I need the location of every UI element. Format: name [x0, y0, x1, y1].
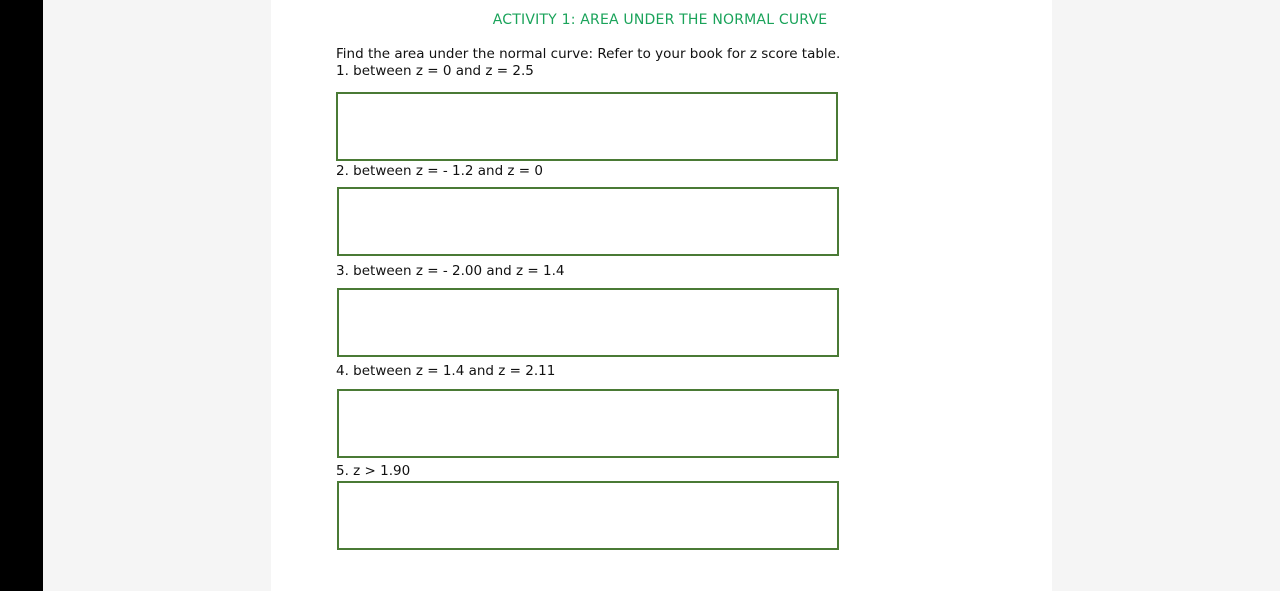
instructions-text: Find the area under the normal curve: Refer to your book for z score table.: [336, 46, 841, 62]
answer-box-2[interactable]: [337, 187, 839, 256]
activity-title: ACTIVITY 1: AREA UNDER THE NORMAL CURVE: [492, 12, 828, 28]
answer-box-1[interactable]: [336, 92, 838, 161]
question-4-label: 4. between z = 1.4 and z = 2.11: [336, 363, 556, 379]
worksheet-page: [271, 0, 1052, 591]
answer-box-4[interactable]: [337, 389, 839, 458]
question-5-label: 5. z > 1.90: [336, 463, 411, 479]
question-1-label: 1. between z = 0 and z = 2.5: [336, 63, 534, 79]
left-black-bar: [0, 0, 43, 591]
answer-box-5[interactable]: [337, 481, 839, 550]
question-2-label: 2. between z = - 1.2 and z = 0: [336, 163, 544, 179]
answer-box-3[interactable]: [337, 288, 839, 357]
question-3-label: 3. between z = - 2.00 and z = 1.4: [336, 263, 565, 279]
